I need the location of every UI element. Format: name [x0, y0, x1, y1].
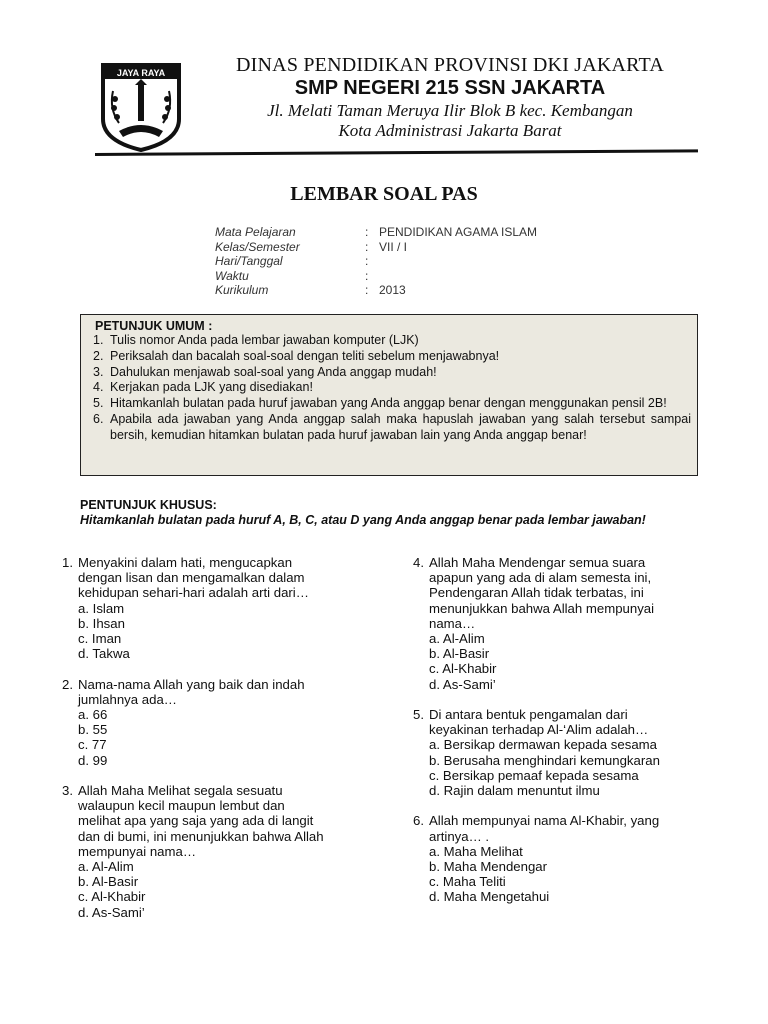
questions-right-column: [413, 555, 713, 920]
meta-row: [215, 269, 537, 284]
general-instructions-title: PETUNJUK UMUM :: [95, 319, 213, 333]
answer-option: d. Maha Mengetahui: [429, 889, 550, 905]
question: [62, 677, 392, 768]
question-line: Nama-nama Allah yang baik dan indah: [78, 676, 305, 692]
general-instructions-list: [93, 333, 691, 444]
meta-label: Kelas/Semester: [215, 239, 300, 254]
coat-of-arms-icon: [97, 61, 185, 153]
question-line: menunjukkan bahwa Allah mempunyai: [429, 600, 655, 616]
question-line: Pendengaran Allah tidak terbatas, ini: [429, 585, 644, 601]
question-line: artinya… .: [429, 828, 490, 844]
logo-motto: JAYA RAYA: [116, 68, 166, 78]
question-number: 4.: [413, 555, 424, 570]
answer-option: d. As-Sami’: [78, 904, 145, 920]
instruction-item: [93, 333, 691, 349]
answer-option: b. Al-Basir: [78, 874, 139, 890]
question: [413, 707, 713, 798]
answer-option: c. Maha Teliti: [429, 874, 506, 890]
instruction-text: Hitamkanlah bulatan pada huruf jawaban yang Anda anggap benar dengan menggunakan pensil 2B!: [110, 396, 667, 411]
meta-row: [215, 254, 537, 269]
answer-option: c. Bersikap pemaaf kepada sesama: [429, 767, 639, 783]
answer-option: c. Iman: [78, 631, 122, 647]
meta-colon: :: [365, 254, 369, 269]
instruction-number: 2.: [93, 348, 104, 363]
instruction-text: Apabila ada jawaban yang Anda anggap salah maka hapuslah jawaban yang salah tersebut sampai bersih, kemudian hitamkan bulatan pada huruf jawaban lain yang Anda anggap benar!: [110, 411, 691, 442]
general-instructions-box: [80, 314, 698, 476]
meta-row: [215, 240, 537, 255]
question-line: melihat apa yang saja yang ada di langit: [78, 813, 314, 829]
question: [62, 783, 392, 920]
meta-row: [215, 225, 537, 240]
instruction-text: Periksalah dan bacalah soal-soal dengan teliti sebelum menjawabnya!: [110, 348, 500, 363]
school-address: Jl. Melati Taman Meruya Ilir Blok B kec. Kembangan: [267, 101, 633, 120]
question-line: kehidupan sehari-hari adalah arti dari…: [78, 585, 309, 601]
meta-value: VII / I: [379, 239, 408, 254]
meta-colon: :: [365, 239, 369, 254]
answer-option: a. Islam: [78, 600, 125, 616]
special-instructions-title: PENTUNJUK KHUSUS:: [80, 498, 217, 512]
answer-option: c. Al-Khabir: [78, 889, 146, 905]
answer-option: b. Ihsan: [78, 615, 125, 631]
instruction-number: 4.: [93, 380, 104, 395]
meta-label: Kurikulum: [215, 283, 269, 298]
answer-option: d. 99: [78, 752, 108, 768]
instruction-text: Dahulukan menjawab soal-soal yang Anda anggap mudah!: [110, 364, 437, 379]
question-line: Allah Maha Mendengar semua suara: [429, 555, 646, 570]
answer-option: b. Al-Basir: [429, 646, 490, 662]
answer-option: a. Al-Alim: [78, 859, 134, 875]
instruction-item: [93, 349, 691, 365]
header-divider: [95, 149, 698, 156]
answer-option: d. Takwa: [78, 646, 130, 662]
question: [413, 813, 713, 904]
answer-option: b. Maha Mendengar: [429, 859, 548, 875]
document-title: LEMBAR SOAL PAS: [290, 183, 478, 205]
question-number: 6.: [413, 813, 424, 829]
school-name: SMP NEGERI 215 SSN JAKARTA: [294, 77, 606, 99]
agency-name: DINAS PENDIDIKAN PROVINSI DKI JAKARTA: [236, 54, 664, 76]
question-line: Menyakini dalam hati, mengucapkan: [78, 555, 293, 570]
special-instructions-text: Hitamkanlah bulatan pada huruf A, B, C, atau D yang Anda anggap benar pada lembar jawaban!: [80, 513, 646, 527]
question-line: keyakinan terhadap Al-‘Alim adalah…: [429, 722, 649, 738]
dki-jakarta-logo: [97, 61, 185, 153]
questions-left-column: [62, 555, 392, 935]
answer-option: b. 55: [78, 722, 108, 738]
answer-option: a. Bersikap dermawan kepada sesama: [429, 737, 657, 753]
meta-value: PENDIDIKAN AGAMA ISLAM: [379, 225, 538, 239]
answer-option: c. Al-Khabir: [429, 661, 497, 677]
meta-label: Hari/Tanggal: [215, 254, 283, 269]
answer-option: b. Berusaha menghindari kemungkaran: [429, 752, 660, 768]
question-number: 5.: [413, 707, 424, 723]
question-number: 1.: [62, 555, 73, 570]
answer-option: d. Rajin dalam menuntut ilmu: [429, 783, 600, 799]
instruction-item: [93, 412, 691, 444]
question-number: 2.: [62, 676, 73, 692]
question-line: dengan lisan dan mengamalkan dalam: [78, 570, 305, 586]
question-line: Allah mempunyai nama Al-Khabir, yang: [429, 813, 660, 829]
instruction-number: 6.: [93, 411, 104, 426]
question: [62, 555, 392, 661]
answer-option: a. Al-Alim: [429, 631, 485, 647]
answer-option: a. Maha Melihat: [429, 843, 523, 859]
meta-colon: :: [365, 283, 369, 298]
question-line: jumlahnya ada…: [78, 691, 177, 707]
question-line: nama…: [429, 615, 476, 631]
question-number: 3.: [62, 783, 73, 799]
question-line: Allah Maha Melihat segala sesuatu: [78, 783, 283, 799]
question-line: apapun yang ada di alam semesta ini,: [429, 570, 652, 586]
instruction-item: [93, 380, 691, 396]
meta-colon: :: [365, 225, 369, 239]
exam-info: [215, 225, 537, 298]
question-line: mempunyai nama…: [78, 843, 197, 859]
meta-label: Mata Pelajaran: [215, 225, 296, 239]
instruction-number: 5.: [93, 396, 104, 411]
instruction-item: [93, 365, 691, 381]
instruction-number: 1.: [93, 333, 104, 347]
instruction-text: Tulis nomor Anda pada lembar jawaban komputer (LJK): [110, 333, 419, 347]
instruction-item: [93, 396, 691, 412]
meta-colon: :: [365, 268, 369, 283]
answer-option: d. As-Sami’: [429, 676, 496, 692]
question-line: dan di bumi, ini menunjukkan bahwa Allah: [78, 828, 324, 844]
question-line: walaupun kecil maupun lembut dan: [78, 798, 285, 814]
question-line: Di antara bentuk pengamalan dari: [429, 707, 628, 723]
instruction-number: 3.: [93, 364, 104, 379]
instruction-text: Kerjakan pada LJK yang disediakan!: [110, 380, 313, 395]
school-city: Kota Administrasi Jakarta Barat: [338, 121, 562, 140]
meta-label: Waktu: [215, 268, 249, 283]
answer-option: c. 77: [78, 737, 107, 753]
meta-row: [215, 283, 537, 298]
answer-option: a. 66: [78, 707, 108, 723]
meta-value: 2013: [379, 283, 406, 298]
question: [413, 555, 713, 692]
